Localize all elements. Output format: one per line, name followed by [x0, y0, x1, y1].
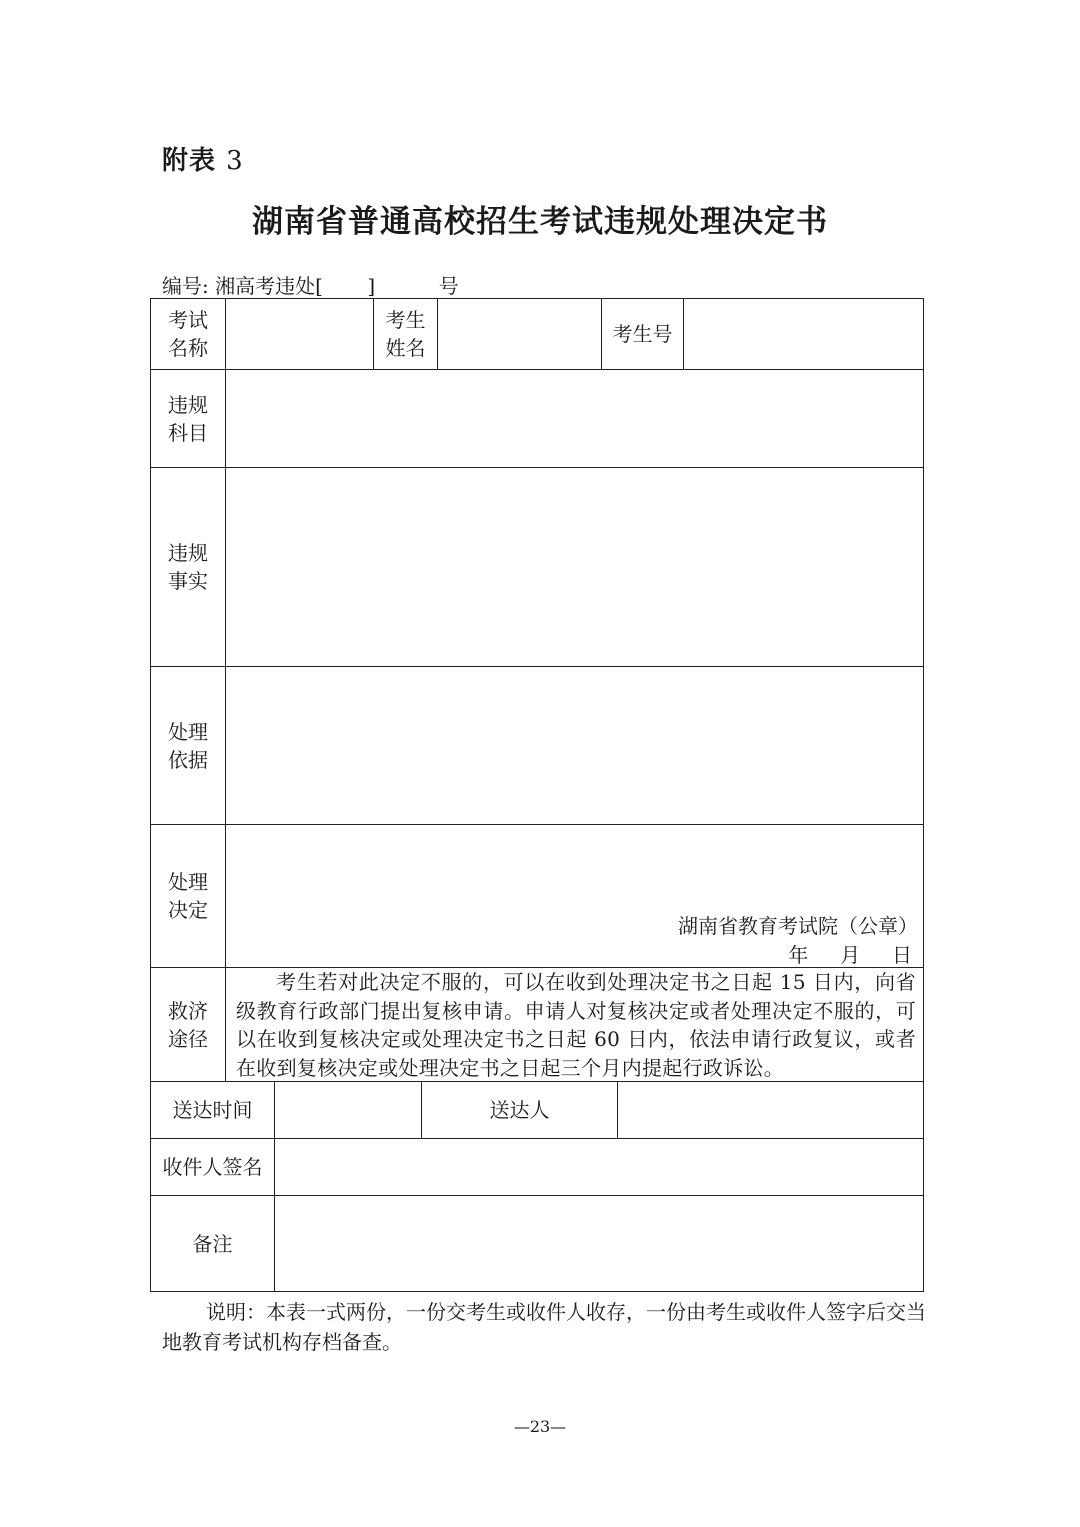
violation-subject-field[interactable]: [226, 370, 923, 467]
candidate-number-field[interactable]: [684, 299, 923, 369]
deliverer-label: 送达人: [489, 1098, 550, 1122]
remedy-text: 考生若对此决定不服的，可以在收到处理决定书之日起 15 日内，向省级教育行政部门提出复核申请。申请人对复核决定或者处理决定不服的，可以在收到复核决定或处理决定书之日起 60 日内，依法申请行政复议，或者在收到复核决定或处理决定书之日起三个月内提起行政诉讼。: [236, 970, 916, 1080]
annex-number: 3: [226, 146, 244, 176]
remedy-label: 救济途径: [168, 998, 208, 1051]
serial-number: 编号: 湘高考违处[ ] 号: [162, 274, 459, 298]
handling-decision-label: 处理决定: [168, 870, 208, 922]
decision-form-table: [150, 298, 924, 1292]
recipient-signature-field[interactable]: [275, 1139, 923, 1195]
exam-name-field[interactable]: [226, 299, 373, 369]
handling-basis-field[interactable]: [226, 667, 923, 824]
delivery-time-label: 送达时间: [172, 1098, 253, 1122]
recipient-signature-label: 收件人签名: [162, 1155, 263, 1179]
remarks-field[interactable]: [275, 1196, 923, 1291]
exam-name-label: 考试名称: [168, 308, 208, 360]
annex-label: 附表 3: [162, 146, 244, 176]
page-number: —23—: [513, 1417, 567, 1436]
violation-facts-label: 违规事实: [168, 541, 208, 593]
candidate-name-label: 考生姓名: [385, 308, 426, 360]
violation-facts-field[interactable]: [226, 468, 923, 666]
document-title: 湖南省普通高校招生考试违规处理决定书: [252, 204, 828, 240]
issuer-seal-text: 湖南省教育考试院（公章）: [678, 914, 918, 938]
deliverer-field[interactable]: [618, 1082, 923, 1138]
serial-number-text: 湘高考违处[ ] 号: [215, 274, 459, 298]
delivery-time-field[interactable]: [275, 1082, 421, 1138]
handling-basis-label: 处理依据: [168, 719, 208, 772]
footnote-line-1: 说明：本表一式两份，一份交考生或收件人收存，一份由考生或收件人签字后交当: [206, 1300, 926, 1324]
decision-date: 年 月 日: [788, 943, 912, 967]
violation-subject-label: 违规科目: [168, 392, 208, 445]
candidate-name-field[interactable]: [438, 299, 601, 369]
remarks-label: 备注: [192, 1231, 233, 1256]
candidate-number-label: 考生号: [612, 322, 673, 346]
footnote-line-2: 地教育考试机构存档备查。: [162, 1330, 402, 1354]
